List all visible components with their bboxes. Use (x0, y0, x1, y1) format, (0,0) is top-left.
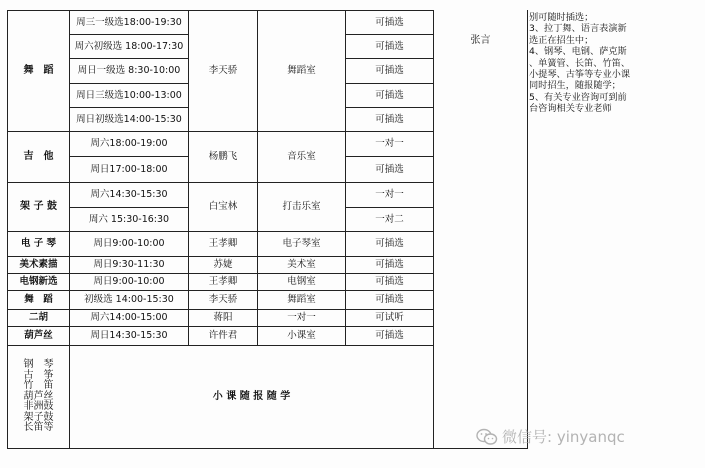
instrument-list (8, 349, 69, 445)
instrument-item: 钢 琴 (23, 359, 54, 371)
teacher-cell: 李天骄 (208, 294, 238, 306)
time-cell: 周六初级选 18:00-17:30 (74, 40, 184, 52)
note-line: 小提琴、古筝等专业小课 (529, 69, 631, 81)
subject-cell: 舞 蹈 (24, 294, 53, 306)
teacher-cell: 王孝卿 (208, 276, 238, 288)
time-cell: 周日一级选 8:30-10:00 (77, 65, 181, 77)
contact-name: 张言 (470, 35, 491, 46)
subject-cell: 美术素描 (19, 259, 58, 271)
instrument-item: 非洲鼓 (23, 401, 54, 413)
note-line: 台咨询相关专业老师 (529, 103, 612, 115)
teacher-cell: 杨鹏飞 (208, 151, 238, 163)
teacher-cell: 许件君 (208, 330, 238, 342)
instrument-item: 架子鼓 (23, 411, 54, 423)
subject-dance: 舞 蹈 (23, 65, 54, 76)
status-cell: 可试听 (375, 312, 404, 324)
time-cell: 周日14:30-15:30 (90, 330, 168, 342)
time-cell: 周六18:00-19:00 (90, 138, 168, 150)
time-cell: 周六14:30-15:30 (90, 189, 168, 201)
note-line: 4、钢琴、电钢、萨克斯 (529, 46, 627, 58)
time-cell: 周六 15:30-16:30 (88, 213, 170, 225)
teacher-cell: 李天骄 (208, 65, 238, 77)
note-line: 3、拉丁舞、语言表演新 (529, 23, 627, 35)
time-cell: 周日9:30-11:30 (93, 259, 165, 271)
subject-cell: 二胡 (28, 312, 48, 324)
room-cell: 美术室 (287, 259, 316, 271)
teacher-cell: 蒋阳 (213, 312, 233, 324)
time-cell: 周三一级选18:00-19:30 (76, 16, 182, 28)
notes-text (529, 12, 705, 115)
time-cell: 周日9:00-10:00 (93, 276, 165, 288)
status-cell: 一对一 (375, 189, 404, 201)
status-cell: 可插选 (375, 113, 404, 125)
room-cell: 小课室 (287, 330, 316, 342)
status-cell: 可插选 (375, 89, 404, 101)
room-cell: 电子琴室 (282, 238, 321, 250)
time-cell: 周日初级选14:00-15:30 (76, 113, 182, 125)
status-cell: 可插选 (375, 330, 404, 342)
instrument-item: 竹 笛 (23, 380, 54, 392)
subject-cell: 电钢新选 (19, 276, 58, 288)
time-cell: 周日17:00-18:00 (90, 163, 168, 175)
note-line: 选正在招生中； (529, 34, 594, 46)
time-cell: 周日三级选10:00-13:00 (76, 89, 182, 101)
room-cell: 音乐室 (287, 151, 316, 163)
room-cell: 打击乐室 (282, 201, 321, 213)
note-line: 5、有关专业咨询可到前 (529, 91, 627, 103)
note-line: 同时招生，随报随学； (529, 80, 621, 92)
time-cell: 周日9:00-10:00 (93, 238, 165, 250)
watermark (476, 426, 625, 447)
room-cell: 舞蹈室 (287, 294, 316, 306)
wechat-icon (476, 428, 498, 446)
subject-guitar: 吉 他 (23, 151, 54, 162)
watermark-text: 微信号: yinyanqc (502, 428, 625, 446)
teacher-cell: 苏婕 (213, 259, 233, 271)
status-cell: 可插选 (375, 276, 404, 288)
status-cell: 可插选 (375, 65, 404, 77)
status-cell: 可插选 (375, 238, 404, 250)
status-cell: 可插选 (375, 259, 404, 271)
status-cell: 可插选 (375, 16, 404, 28)
room-cell: 一对一 (287, 312, 316, 324)
small-class-note: 小 课 随 报 随 学 (212, 391, 291, 402)
status-cell: 可插选 (375, 294, 404, 306)
note-line: 、单簧管、长笛、竹笛、 (529, 57, 631, 69)
teacher-cell: 王孝卿 (208, 238, 238, 250)
instrument-item: 长笛等 (23, 422, 54, 434)
teacher-cell: 白宝林 (208, 201, 238, 213)
status-cell: 可插选 (375, 40, 404, 52)
time-cell: 周六14:00-15:00 (90, 312, 168, 324)
status-cell: 一对一 (375, 138, 404, 150)
subject-cell: 电 子 琴 (20, 238, 57, 250)
subject-cell: 葫芦丝 (24, 330, 53, 342)
instrument-item: 葫芦丝 (23, 390, 54, 402)
room-cell: 电钢室 (287, 276, 316, 288)
status-cell: 可插选 (375, 163, 404, 175)
status-cell: 一对二 (375, 213, 404, 225)
subject-drum: 架 子 鼓 (20, 201, 57, 212)
room-cell: 舞蹈室 (287, 65, 316, 77)
instrument-item: 古 筝 (23, 369, 54, 381)
time-cell: 初级选 14:00-15:30 (84, 294, 174, 306)
note-line: 别可随时插选； (529, 12, 594, 23)
